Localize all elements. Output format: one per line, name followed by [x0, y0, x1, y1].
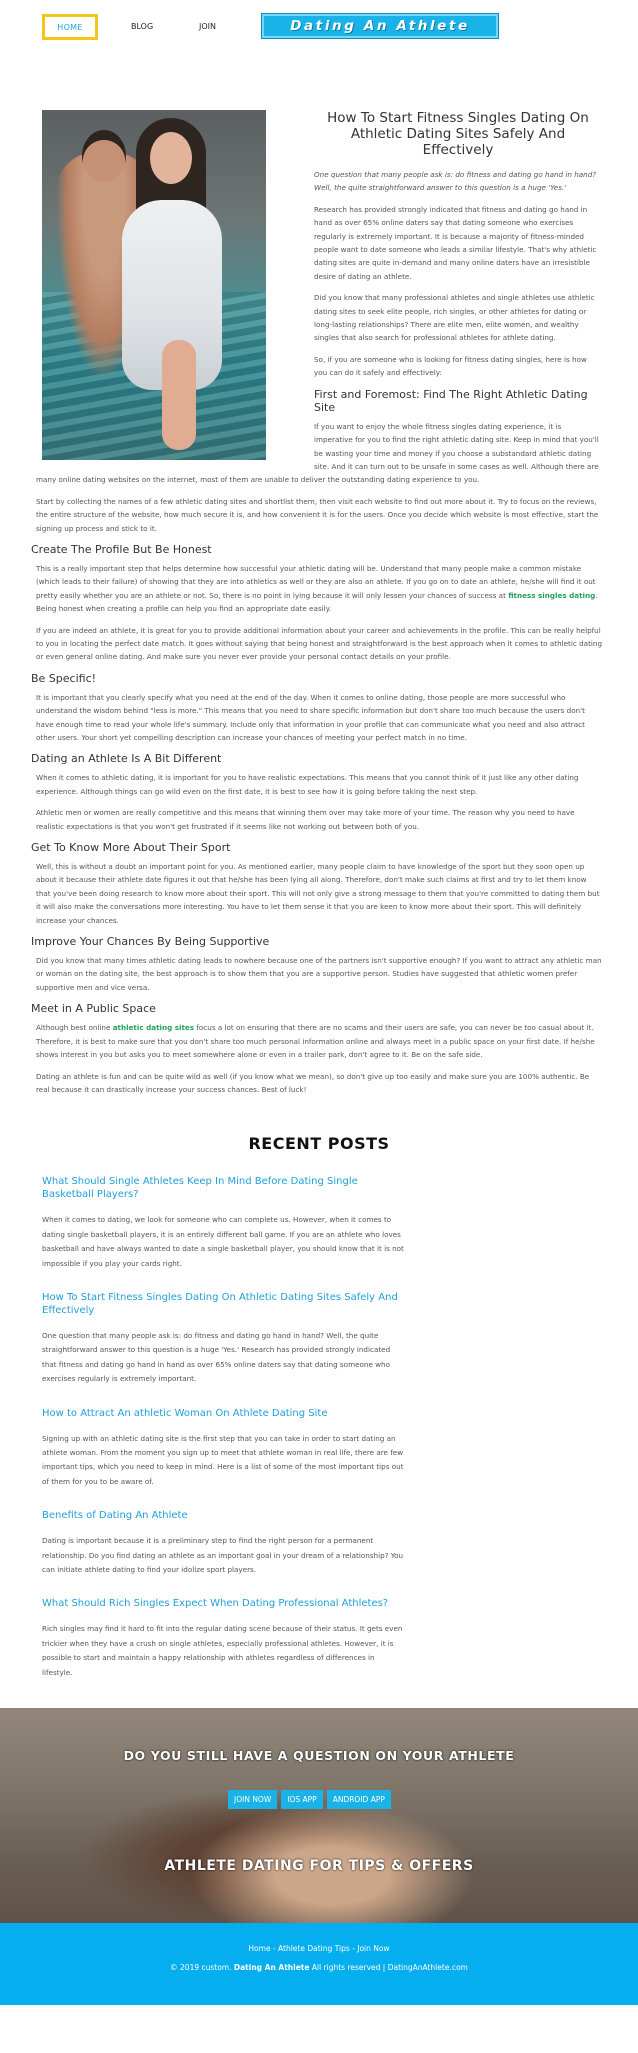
join-now-button[interactable]: JOIN NOW — [228, 1790, 277, 1809]
recent-post-link[interactable]: How to Attract An athletic Woman On Athlete Dating Site — [42, 1407, 328, 1419]
article-paragraph: Although best online athletic dating sites focus a lot on ensuring that there are no scams and their users are safe, you can never be too casual about it. Therefore, it is best to make sure that you don't share too much personal information online and always meet in a public space on your first date. If he/she shows interest in you but asks you to meet somewhere alone or even in a trailer park, don't agree to it. Be on the safe side. — [36, 1023, 595, 1060]
ios-app-button[interactable]: IOS APP — [281, 1790, 322, 1809]
article-paragraph: Start by collecting the names of a few athletic dating sites and shortlist them, then visit each website to find out more about it. Try to focus on the reviews, the entire structure of the website, how much secure it is, and how convenient it is for the users. Once you decide which website is most effective, start the signing up process and stick to it. — [36, 496, 599, 533]
article-paragraph: When it comes to athletic dating, it is important for you to have realistic expectations. This means that you cannot think of it just like any other dating experience. Although things can go wild even on the first date, it is best to see how it is going before taking the next step. — [36, 773, 579, 796]
recent-post — [42, 1175, 406, 1271]
article-paragraph: Did you know that many professional athletes and single athletes use athletic dating sites to seek elite people, rich singles, or other athletes for dating or long-lasting relationships? There are elite men, elite women, and wealthy singles that also search for professional athletes for athlete dating. — [314, 293, 595, 343]
athletic-dating-sites-link[interactable]: athletic dating sites — [112, 1023, 195, 1033]
banner-offers-heading: ATHLETE DATING FOR TIPS & OFFERS — [164, 1858, 474, 1875]
section-heading: Improve Your Chances By Being Supportive — [31, 935, 270, 949]
article-paragraph: So, if you are someone who is looking for fitness dating singles, here is how you can do it safely and effectively: — [314, 354, 587, 378]
section-heading: Dating an Athlete Is A Bit Different — [31, 752, 222, 766]
article-paragraph: Research has provided strongly indicated that fitness and dating go hand in hand as over 65% online daters say that dating someone who exercises regularly is extremely important. It is because a majority of fitness-minded people want to date someone who leads a similar lifestyle. That's why athletic dating sites are quite in-demand and many online daters have an irresistible desire of dating an athlete. — [314, 204, 597, 281]
nav-join-link[interactable]: JOIN — [199, 22, 216, 31]
article-sections — [31, 542, 603, 1096]
recent-posts — [0, 1104, 638, 1680]
recent-post-link[interactable]: What Should Rich Singles Expect When Dating Professional Athletes? — [42, 1598, 389, 1610]
nav-blog-link[interactable]: BLOG — [131, 22, 154, 31]
article-paragraph: Did you know that many times athletic dating leads to nowhere because one of the partners isn't supportive enough? If you want to attract any athletic man or woman on the dating site, the best approach is to show them that you are a supportive person. Studies have suggested that athletic women prefer supportive men and vice versa. — [36, 956, 602, 992]
nav-home-link[interactable]: HOME — [42, 14, 98, 40]
recent-post — [42, 1509, 406, 1577]
section-heading: Get To Know More About Their Sport — [31, 841, 231, 855]
article-lead: One question that many people ask is: do fitness and dating go hand in hand? Well, the quite straightforward answer to this question is a huge 'Yes.' — [314, 170, 597, 193]
article-paragraph: Athletic men or women are really competitive and this means that winning them over may take more of your time. The reason why you need to have realistic expectations is that you won't get frustrated if it seems like not working out between both of you. — [36, 808, 575, 831]
recent-post-excerpt: One question that many people ask is: do fitness and dating go hand in hand? Well, the quite straightforward answer to this question is a huge 'Yes.' Research has provided strongly indicated that fitness and dating go hand in hand as over 65% online daters say that dating someone who exercises regularly is extremely important. — [42, 1330, 391, 1384]
article-paragraph: Well, this is without a doubt an important point for you. As mentioned earlier, many people claim to have knowledge of the sport but they soon open up about it because their athlete date figures it out that he/she has been lying all along. Therefore, don't make such claims at first and try to let them know that you've been doing research to know more about their sport. This will not only give a strong message to them that you're committed to dating them but it will also make the conversations more interesting. You have to let them sense it that you are keen to know more about their sport. This will definitely increase your chances. — [36, 862, 600, 925]
article-paragraph: If you are indeed an athlete, it is great for you to provide additional information about your career and achievements in the profile. This can be really helpful to you in locating the perfect date match. It goes without saying that being honest and straightforward is the best approach when it comes to athletic dating or even general online dating. And make sure you never ever provide your personal contact details on your profile. — [36, 625, 603, 662]
recent-posts-title: RECENT POSTS — [248, 1134, 390, 1154]
site-logo[interactable]: Dating An Athlete — [262, 14, 498, 38]
recent-post-link[interactable]: How To Start Fitness Singles Dating On Athletic Dating Sites Safely And Effectively — [42, 1291, 398, 1316]
site-footer — [0, 1923, 638, 2005]
banner-question: DO YOU STILL HAVE A QUESTION ON YOUR ATHLETE — [123, 1748, 515, 1764]
recent-post-excerpt: When it comes to dating, we look for someone who can complete us. However, when it comes to dating single basketball players, it is an entirely different ball game. If you are an athlete who loves basketball and have always wanted to date a single basketball player, you should know that it is not impossible if you play your cards right. — [42, 1215, 404, 1268]
section-heading: First and Foremost: Find The Right Athletic Dating Site — [314, 387, 588, 414]
recent-post-link[interactable]: What Should Single Athletes Keep In Mind Before Dating Single Basketball Players? — [42, 1176, 358, 1201]
section-heading: Create The Profile But Be Honest — [31, 542, 212, 556]
article-title: How To Start Fitness Singles Dating On Athletic Dating Sites Safely And Effectively — [327, 110, 589, 158]
recent-post — [42, 1597, 406, 1680]
article-paragraph: It is important that you clearly specify what you need at the end of the day. When it comes to online dating, those people are more successful who understand the wisdom behind "less is more." This means that you need to share specific information but don't share too much because the users don't have enough time to read your whole life's summary. Include only that information in your profile that can communicate what you need and also attract other users. Your short yet compelling description can increase your chances of meeting your perfect match in no time. — [36, 692, 585, 742]
couple-pool-photo — [42, 110, 266, 460]
section-heading: Meet in A Public Space — [31, 1002, 156, 1016]
recent-post-excerpt: Dating is important because it is a preliminary step to find the right person for a permanent relationship. Do you find dating an athlete as an important goal in your dream of a relationship? You can initiate athlete dating to find your idolize sport players. — [42, 1536, 404, 1574]
section-heading: Be Specific! — [31, 671, 97, 685]
cta-banner — [0, 1708, 638, 1923]
footer-copyright: © 2019 custom. Dating An Athlete All rights reserved | DatingAnAthlete.com — [170, 1963, 468, 1973]
recent-post-excerpt: Signing up with an athletic dating site is the first step that you can take in order to start dating an athlete woman. From the moment you sign up to meet that athlete woman in real life, there are few important tips, which you need to keep in mind. Here is a list of some of the most important tips out of them for you to be aware of. — [42, 1433, 404, 1486]
article — [0, 50, 638, 1096]
banner-buttons — [228, 1790, 391, 1809]
recent-post-link[interactable]: Benefits of Dating An Athlete — [42, 1510, 188, 1522]
footer-links[interactable]: Home - Athlete Dating Tips - Join Now — [248, 1944, 390, 1954]
article-paragraph: Dating an athlete is fun and can be quite wild as well (if you know what we mean), so don't give up too easily and make sure you are 100% authentic. Be real because it can drastically increase your success chances. Best of luck! — [36, 1071, 590, 1094]
recent-post — [42, 1407, 406, 1490]
article-paragraph: If you want to enjoy the whole fitness singles dating experience, it is imperative for you to find the right athletic dating site. Keep in mind that you'll be wasting your time and money if you choose a substandard athletic dating site. And it can turn out to be unsafe in some cases as well. Although there are many online dating websites on the internet, most of them are unable to deliver the outstanding dating experience to you. — [36, 421, 599, 485]
site-header — [0, 0, 638, 50]
recent-post — [42, 1291, 406, 1387]
android-app-button[interactable]: ANDROID APP — [327, 1790, 391, 1809]
fitness-singles-dating-link[interactable]: fitness singles dating — [508, 590, 596, 600]
recent-post-excerpt: Rich singles may find it hard to fit into the regular dating scene because of their status. It gets even trickier when they have a crush on single athletes, especially professional athletes. However, it is possible to start and maintain a happy relationship with athletes regardless of differences in lifestyle. — [42, 1624, 403, 1677]
article-paragraph: This is a really important step that helps determine how successful your athletic dating will be. Understand that many people make a common mistake (which leads to their failure) of showing that they are into athletics as well or they are also an athlete. If you go on to date an athlete, he/she will find it out pretty easily whether you are an athlete or not. So, there is no point in lying because it will only lessen your chances of success at fitness singles dating. Being honest when creating a profile can help you find an appropriate date easily. — [36, 563, 598, 614]
